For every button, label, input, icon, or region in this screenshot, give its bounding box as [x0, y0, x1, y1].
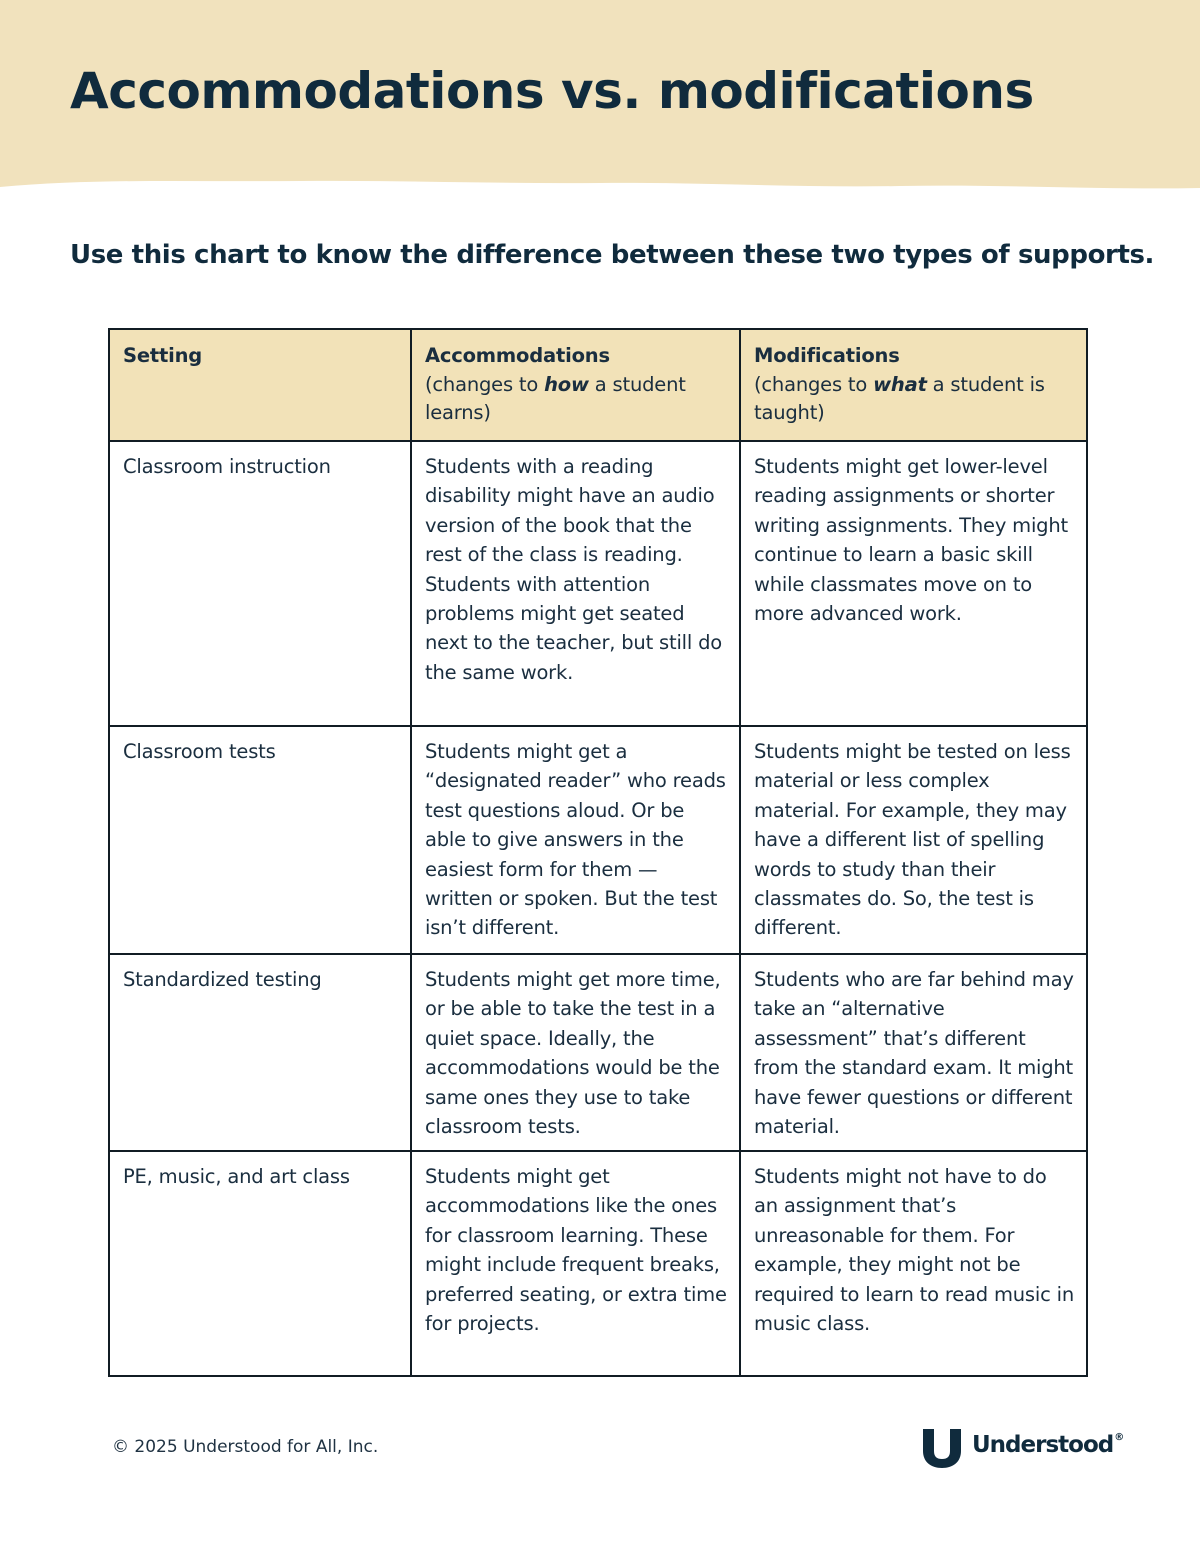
understood-logo[interactable]	[920, 1427, 1124, 1471]
setting-cell: Standardized testing	[109, 954, 411, 1151]
modifications-cell: Students might be tested on less material or less complex material. For example, they may have a different list of spelling words to study than their classmates do. So, the test is different.	[740, 726, 1087, 954]
table-row	[109, 441, 1087, 726]
column-subtitle-start: (changes to	[425, 372, 545, 396]
accommodations-cell: Students might get more time, or be able to take the test in a quiet space. Ideally, the accommodations would be the same ones they use to take classroom tests.	[411, 954, 740, 1151]
column-title: Setting	[123, 344, 203, 367]
column-header-accommodations	[411, 329, 740, 441]
column-subtitle-start: (changes to	[754, 372, 874, 396]
table-row	[109, 954, 1087, 1151]
table-header-row	[109, 329, 1087, 441]
accommodations-cell: Students with a reading disability might have an audio version of the book that the rest of the class is reading. Students with attention problems might get seated next to the teacher, but still do the same work.	[411, 441, 740, 726]
copyright-notice: © 2025 Understood for All, Inc.	[112, 1437, 379, 1457]
logo-wordmark	[972, 1432, 1123, 1458]
table-row	[109, 1151, 1087, 1376]
column-title: Accommodations	[425, 344, 610, 367]
table-row	[109, 726, 1087, 954]
setting-cell: Classroom tests	[109, 726, 411, 954]
logo-wordmark-text: Understood	[972, 1432, 1114, 1458]
modifications-cell: Students might not have to do an assignment that’s unreasonable for them. For example, they might not be required to learn to read music in music class.	[740, 1151, 1087, 1376]
registered-mark: ®	[1114, 1432, 1124, 1443]
setting-cell: PE, music, and art class	[109, 1151, 411, 1376]
column-subtitle-emphasis: how	[544, 372, 589, 396]
understood-u-icon	[920, 1427, 964, 1469]
column-subtitle-end: a student learns)	[425, 372, 686, 424]
column-header-modifications	[740, 329, 1087, 441]
page-title: Accommodations vs. modifications	[70, 62, 1034, 120]
column-header-setting	[109, 329, 411, 441]
accommodations-cell: Students might get a “designated reader” who reads test questions aloud. Or be able to give answers in the easiest form for them — written or spoken. But the test isn’t different.	[411, 726, 740, 954]
comparison-table	[108, 328, 1088, 1377]
column-title: Modifications	[754, 344, 900, 367]
modifications-cell: Students who are far behind may take an “alternative assessment” that’s different from the standard exam. It might have fewer questions or different material.	[740, 954, 1087, 1151]
column-subtitle-end: a student is taught)	[754, 372, 1045, 424]
page-subtitle: Use this chart to know the difference between these two types of supports.	[70, 240, 1155, 270]
modifications-cell: Students might get lower-level reading assignments or shorter writing assignments. They might continue to learn a basic skill while classmates move on to more advanced work.	[740, 441, 1087, 726]
setting-cell: Classroom instruction	[109, 441, 411, 726]
accommodations-cell: Students might get accommodations like the ones for classroom learning. These might include frequent breaks, preferred seating, or extra time for projects.	[411, 1151, 740, 1376]
column-subtitle-emphasis: what	[873, 372, 927, 396]
